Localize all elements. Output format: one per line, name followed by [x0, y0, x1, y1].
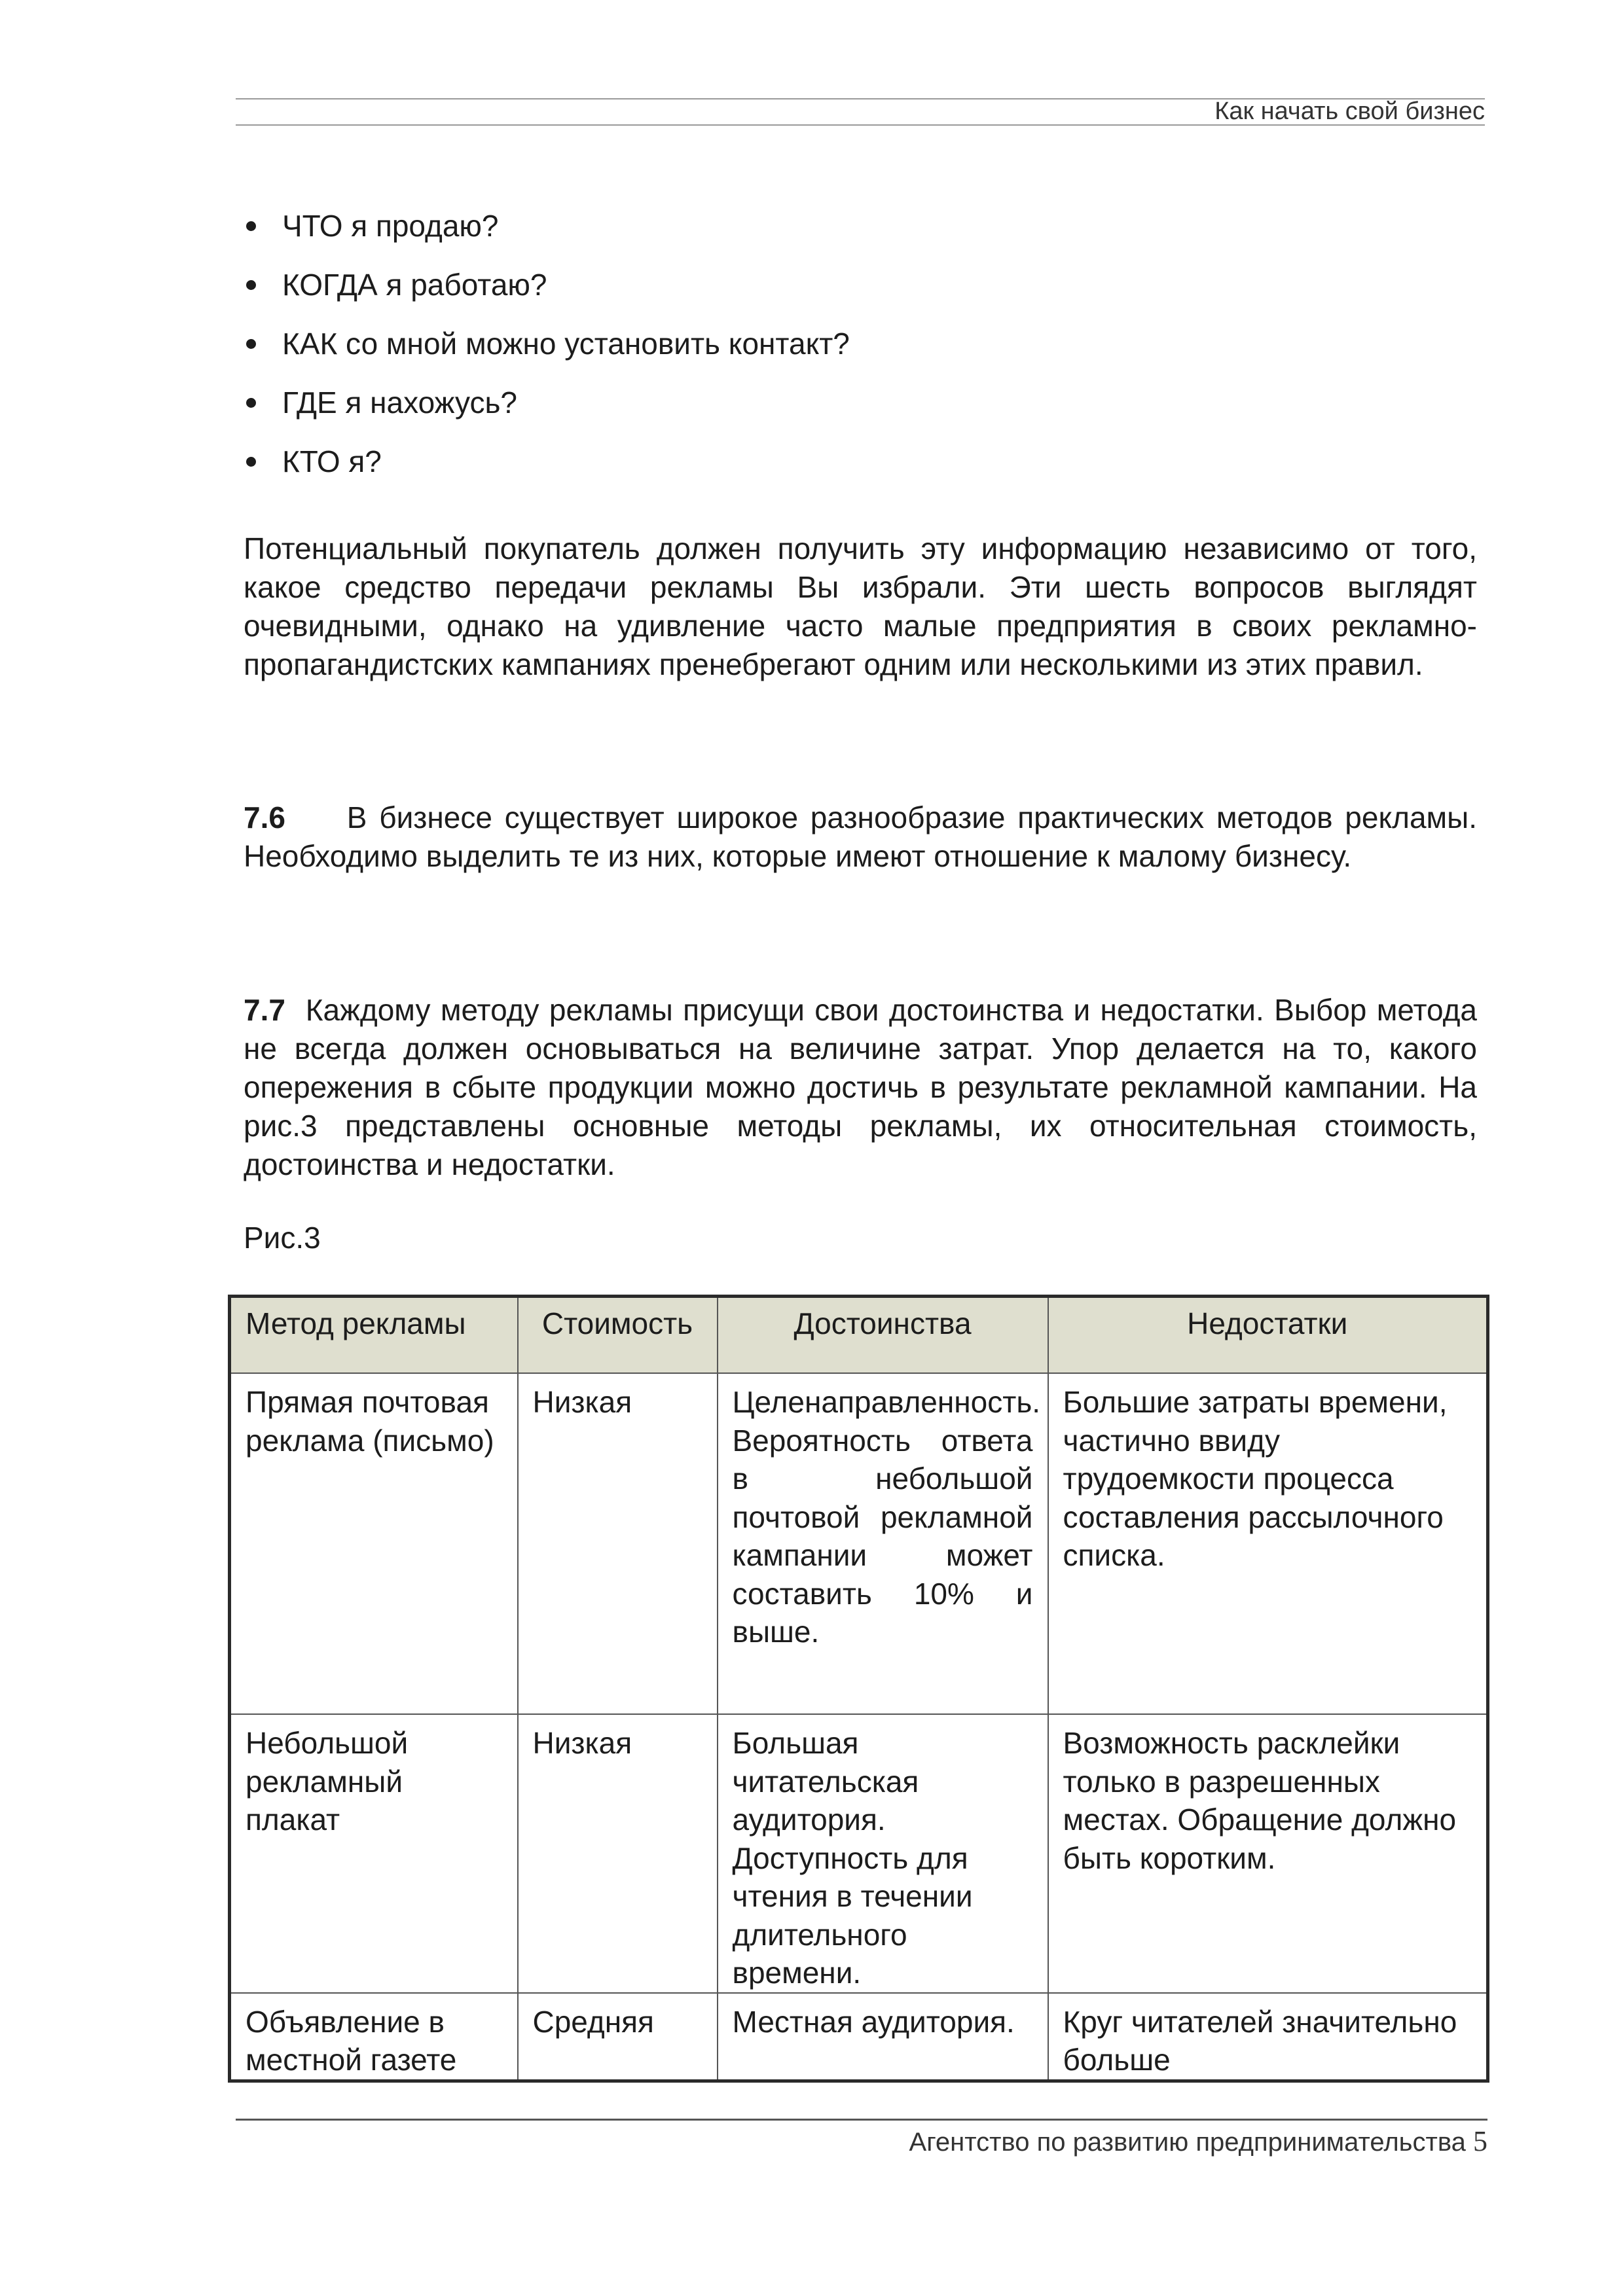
table-cell: Местная аудитория. — [718, 1993, 1048, 2081]
table-header-cell: Метод рекламы — [230, 1297, 518, 1374]
table-cell: Низкая — [518, 1714, 718, 1993]
figure-caption: Рис.3 — [244, 1221, 321, 1255]
list-item — [244, 373, 850, 432]
list-item-text: ГДЕ я нахожусь? — [282, 386, 517, 420]
section-text: В бизнесе существует широкое разнообразие практических методов рекламы. Необходимо выделить те из них, которые имеют отношение к малому бизнесу. — [244, 800, 1477, 873]
table-cell: Большая читательская аудитория. Доступность для чтения в течении длительного времени. — [718, 1714, 1048, 1993]
footer — [909, 2122, 1487, 2162]
question-list — [244, 196, 850, 491]
footer-rule — [236, 2119, 1487, 2121]
bullet-icon — [246, 398, 256, 408]
list-item-text: КОГДА я работаю? — [282, 268, 547, 302]
list-item — [244, 255, 850, 314]
section-7-7 — [244, 991, 1477, 1184]
list-item-text: КАК со мной можно установить контакт? — [282, 327, 850, 361]
table-header-cell: Достоинства — [718, 1297, 1048, 1374]
bullet-icon — [246, 457, 256, 467]
section-7-6 — [244, 798, 1477, 876]
table-header-row — [230, 1297, 1488, 1374]
table-cell: Целенаправленность. Вероятность ответа в небольшой почтовой рекламной кампании может составить 10% и выше. — [718, 1373, 1048, 1714]
table-row — [230, 1373, 1488, 1714]
table-cell: Прямая почтовая реклама (письмо) — [230, 1373, 518, 1714]
table-row — [230, 1714, 1488, 1993]
footer-text: Агентство по развитию предпринимательства — [909, 2128, 1466, 2157]
list-item — [244, 196, 850, 255]
table-cell: Большие затраты времени, частично ввиду трудоемкости процесса составления рассылочного списка. — [1048, 1373, 1488, 1714]
table-cell: Круг читателей значительно больше — [1048, 1993, 1488, 2081]
table-header-cell: Стоимость — [518, 1297, 718, 1374]
table-cell: Небольшой рекламный плакат — [230, 1714, 518, 1993]
table-cell: Низкая — [518, 1373, 718, 1714]
bullet-icon — [246, 339, 256, 349]
section-text: Каждому методу рекламы присущи свои достоинства и недостатки. Выбор метода не всегда должен основываться на величине затрат. Упор делается на то, какого опережения в сбыте продукции можно достичь в результате рекламной кампании. На рис.3 представлены основные методы рекламы, их относительная стоимость, достоинства и недостатки. — [244, 993, 1478, 1181]
paragraph-intro: Потенциальный покупатель должен получить эту информацию независимо от того, какое средство передачи рекламы Вы избрали. Эти шесть вопросов выглядят очевидными, однако на удивление часто малые предприятия в своих рекламно-пропагандистских кампаниях пренебрегают одним или несколькими из этих правил. — [244, 531, 1477, 681]
table-row — [230, 1993, 1488, 2081]
list-item — [244, 314, 850, 373]
bullet-icon — [246, 280, 256, 290]
bullet-icon — [246, 221, 256, 231]
header-title: Как начать свой бизнес — [1214, 98, 1485, 125]
table-header-cell: Недостатки — [1048, 1297, 1488, 1374]
section-number: 7.7 — [244, 993, 285, 1027]
list-item-text: ЧТО я продаю? — [282, 209, 499, 243]
table-cell: Средняя — [518, 1993, 718, 2081]
section-number: 7.6 — [244, 800, 285, 834]
advertising-methods-table — [228, 1295, 1489, 2083]
table-cell: Объявление в местной газете — [230, 1993, 518, 2081]
list-item-text: КТО я? — [282, 444, 382, 478]
list-item — [244, 432, 850, 491]
header-rule-bottom — [236, 124, 1485, 126]
page-number: 5 — [1473, 2125, 1487, 2157]
table-cell: Возможность расклейки только в разрешенных местах. Обращение должно быть коротким. — [1048, 1714, 1488, 1993]
